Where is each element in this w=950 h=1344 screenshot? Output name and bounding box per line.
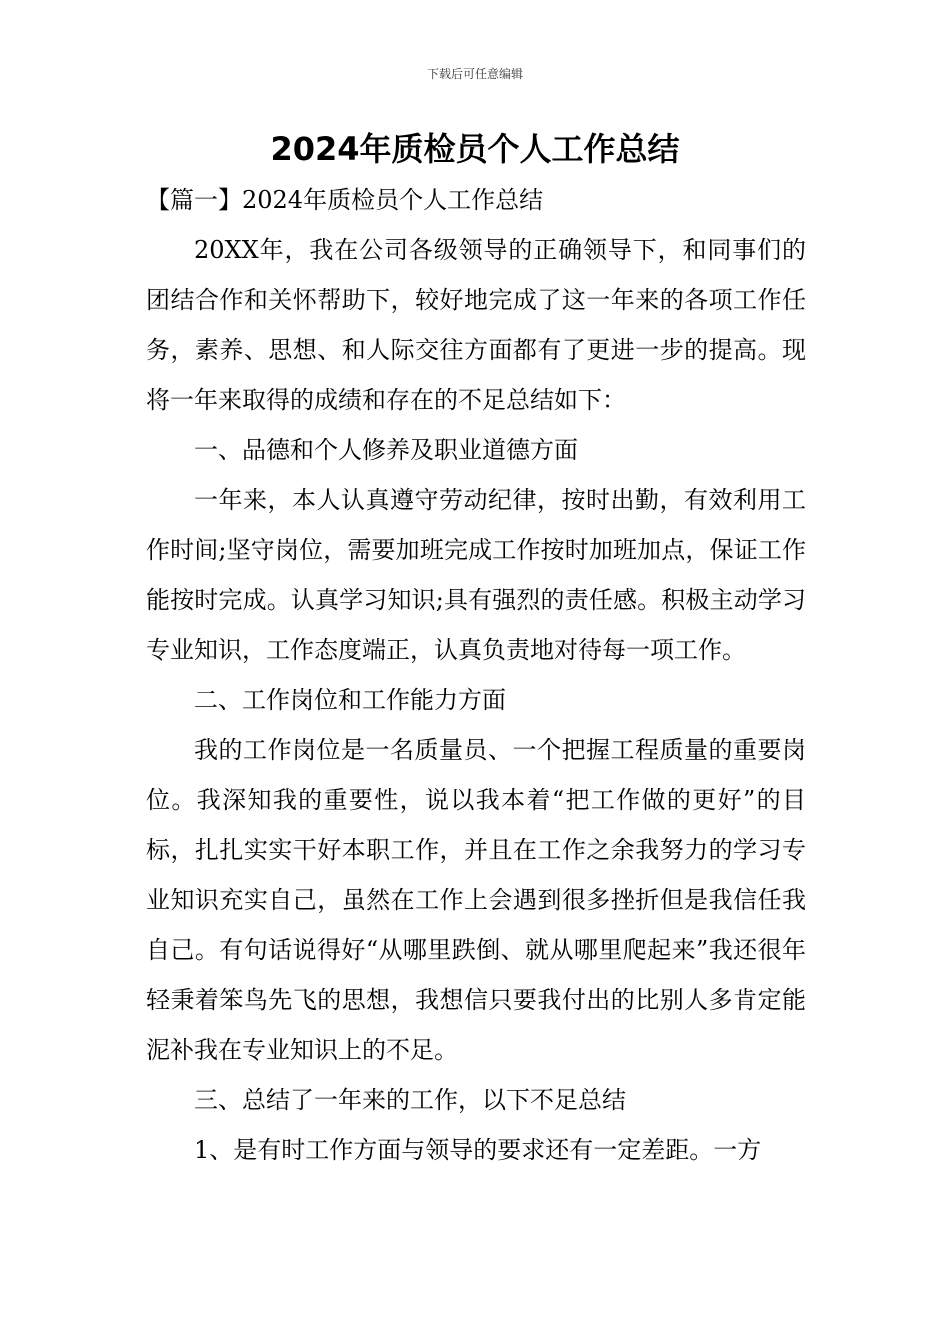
heading-section-1: 一、品德和个人修养及职业道德方面 (194, 436, 578, 464)
document-body (146, 175, 806, 1175)
paragraph-section-3-item-1: 1、是有时工作方面与领导的要求还有一定差距。一方 (194, 1136, 762, 1164)
heading-section-3: 三、总结了一年来的工作，以下不足总结 (194, 1086, 626, 1114)
paragraph-section-2: 我的工作岗位是一名质量员、一个把握工程质量的重要岗位。我深知我的重要性，说以我本着“把工作做的更好”的目标，扎扎实实干好本职工作，并且在工作之余我努力的学习专业知识充实自己，虽然在工作上会遇到很多挫折但是我信任我自己。有句话说得好“从哪里跌倒、就从哪里爬起来”我还很年轻秉着笨鸟先飞的思想，我想信只要我付出的比别人多肯定能泥补我在专业知识上的不足。 (146, 736, 806, 1064)
paragraph-section-1: 一年来，本人认真遵守劳动纪律，按时出勤，有效利用工作时间;坚守岗位，需要加班完成工作按时加班加点，保证工作能按时完成。认真学习知识;具有强烈的责任感。积极主动学习专业知识，工作态度端正，认真负责地对待每一项工作。 (146, 486, 806, 664)
document-title: 2024年质检员个人工作总结 (270, 130, 680, 168)
heading-section-2: 二、工作岗位和工作能力方面 (194, 686, 506, 714)
paragraph-intro: 20XX年，我在公司各级领导的正确领导下，和同事们的团结合作和关怀帮助下，较好地完成了这一年来的各项工作任务，素养、思想、和人际交往方面都有了更进一步的提高。现将一年来取得的成绩和存在的不足总结如下： (146, 236, 806, 414)
page-header-note: 下载后可任意编辑 (426, 67, 523, 81)
section-label: 【篇一】2024年质检员个人工作总结 (146, 186, 544, 214)
